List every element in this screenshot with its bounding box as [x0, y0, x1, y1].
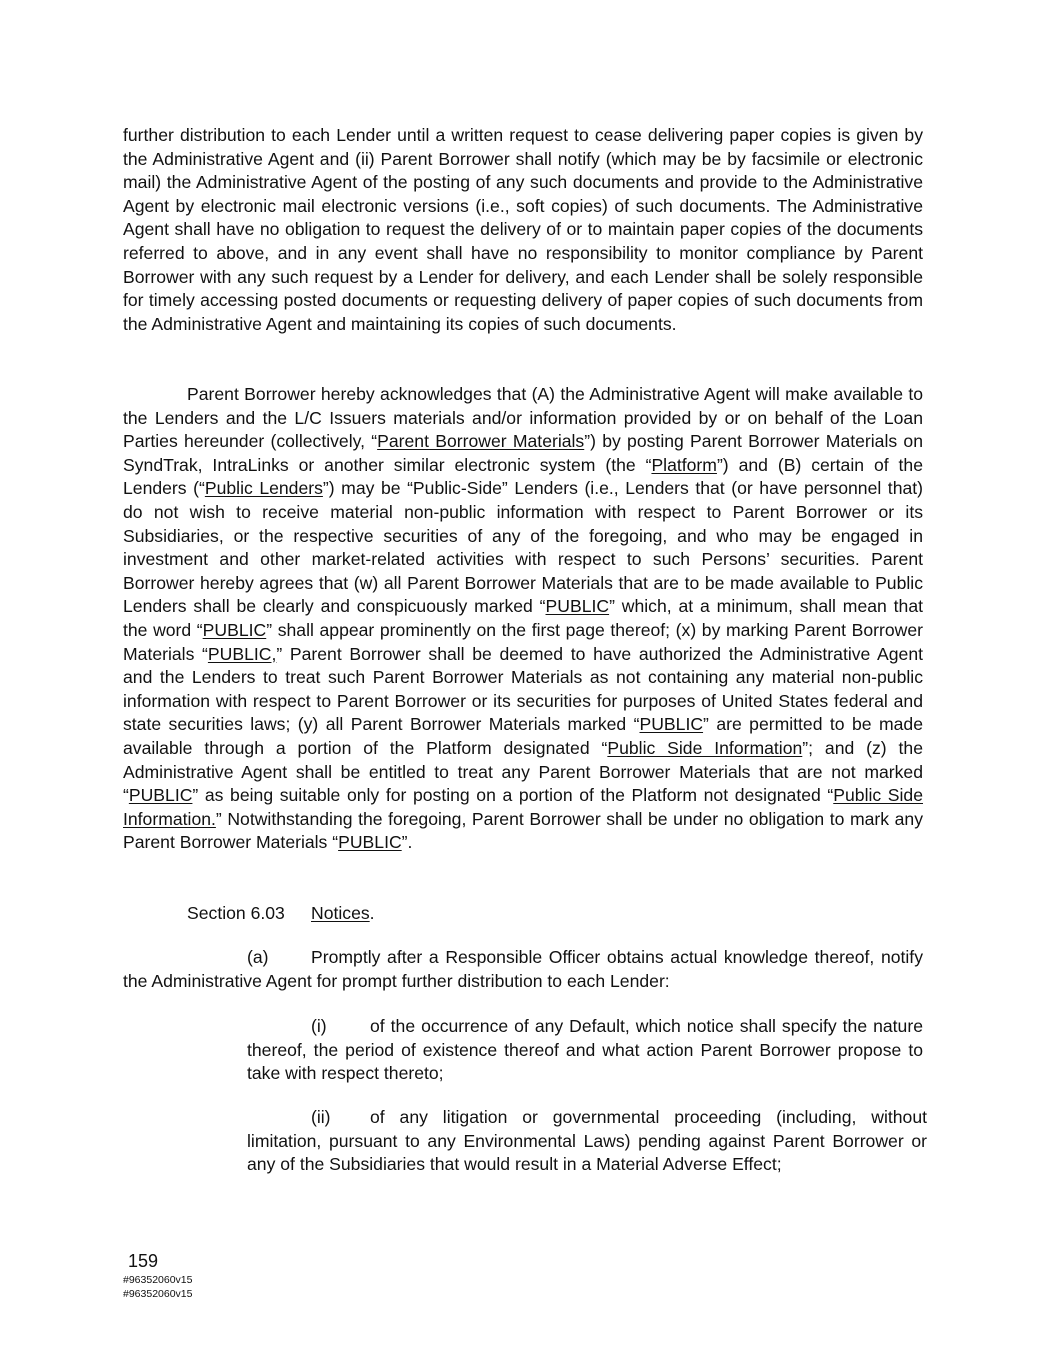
clause-a-text: Promptly after a Responsible Officer obtains actual knowledge thereof, notify the Administrative Agent for prompt further distribution to each Lender: — [123, 947, 923, 991]
parent-borrower-materials-paragraph — [123, 383, 923, 855]
subclause-i — [247, 1015, 923, 1086]
text-run: ” shall appear prominently on the first page thereof; (x) by marking Parent Borrower Materials “ — [123, 619, 923, 664]
section-title-period: . — [369, 903, 375, 923]
text-run: ” are permitted to be made available through a portion of the Platform designated “ — [123, 714, 923, 758]
document-id: #96352060v15 — [123, 1274, 193, 1286]
page-number: 159 — [128, 1251, 159, 1271]
term-public: PUBLIC — [202, 619, 267, 640]
subclause-ii — [247, 1106, 927, 1177]
section-number: Section 6.03 — [187, 903, 285, 923]
subclause-ii-label: (ii) — [311, 1107, 331, 1127]
text-run: ” Parent Borrower shall be deemed to have authorized the Administrative Agent and the Lenders to treat such Parent Borrower Materials as not containing any material non-public information with respect to Parent Borrower or its securities for purposes of United States federal and state securities laws; (y) all Parent Borrower Materials marked “ — [123, 643, 923, 735]
continued-paragraph: further distribution to each Lender until a written request to cease delivering paper copies is given by the Administrative Agent and (ii) Parent Borrower shall notify (which may be by facsimile or electronic mail) the Administrative Agent of the posting of any such documents and provide to the Administrative Agent by electronic mail electronic versions (i.e., soft copies) of such documents. The Administrative Agent shall have no obligation to request the delivery of or to maintain paper copies of the documents referred to above, and in any event shall have no responsibility to monitor compliance by Parent Borrower with any such request by a Lender for delivery, and each Lender shall be solely responsible for timely accessing posted documents or requesting delivery of paper copies of such documents from the Administrative Agent and maintaining its copies of such documents. — [123, 125, 923, 334]
defined-term-parent-borrower-materials: Parent Borrower Materials — [377, 431, 585, 452]
defined-term-public-lenders: Public Lenders — [204, 478, 323, 499]
text-run: ” as being suitable only for posting on a portion of the Platform not designated “ — [192, 785, 834, 806]
subclause-i-label: (i) — [311, 1016, 327, 1036]
document-id: #96352060v15 — [123, 1288, 193, 1300]
term-public: PUBLIC — [639, 714, 704, 735]
defined-term-public-side-information: Public Side Information — [607, 737, 803, 758]
term-public: PUBLIC — [338, 832, 402, 853]
clause-a-label: (a) — [247, 947, 269, 967]
section-heading — [187, 902, 375, 926]
term-public: PUBLIC, — [207, 643, 277, 664]
defined-term-platform: Platform — [651, 454, 717, 475]
subclause-i-text: of the occurrence of any Default, which notice shall specify the nature thereof, the period of existence thereof and what action Parent Borrower propose to take with respect thereto; — [247, 1016, 923, 1084]
section-title: Notices — [311, 903, 370, 923]
text-run: ”) and (B) certain of the Lenders (“ — [123, 454, 923, 499]
text-run: ”. — [401, 832, 413, 853]
text-run: Parent Borrower hereby acknowledges that (A) the Administrative Agent will make available to the Lenders and the L/C Issuers materials and/or information provided by or on behalf of the Loan Parties hereunder (collectively, “ — [123, 384, 923, 452]
subclause-ii-text: of any litigation or governmental proceeding (including, without limitation, pursuant to any Environmental Laws) pending against Parent Borrower or any of the Subsidiaries that would result in a Material Adverse Effect; — [247, 1107, 927, 1175]
text-run: ”; and (z) the Administrative Agent shall be entitled to treat any Parent Borrower Materials that are not marked “ — [123, 737, 924, 806]
clause-a — [123, 946, 923, 993]
term-public: PUBLIC — [128, 785, 193, 806]
text-run: ”) may be “Public-Side” Lenders (i.e., Lenders that (or have personnel that) do not wish to receive material non-public information with respect to Parent Borrower or its Subsidiaries, or the respective securities of any of the foregoing, and who may be engaged in investment and other market-related activities with respect to such Persons’ securities. Parent Borrower hereby agrees that (w) all Parent Borrower Materials that are to be made available to Public Lenders shall be clearly and conspicuously marked “ — [123, 478, 924, 617]
text-run: ”) by posting Parent Borrower Materials on SyndTrak, IntraLinks or another similar electronic system (the “ — [123, 431, 923, 475]
text-run: ” which, at a minimum, shall mean that the word “ — [123, 596, 923, 640]
term-public: PUBLIC — [545, 596, 610, 617]
term-public-side-information: Public Side Information. — [123, 785, 923, 829]
text-run: ” Notwithstanding the foregoing, Parent Borrower shall be under no obligation to mark any Parent Borrower Materials “ — [123, 808, 923, 853]
